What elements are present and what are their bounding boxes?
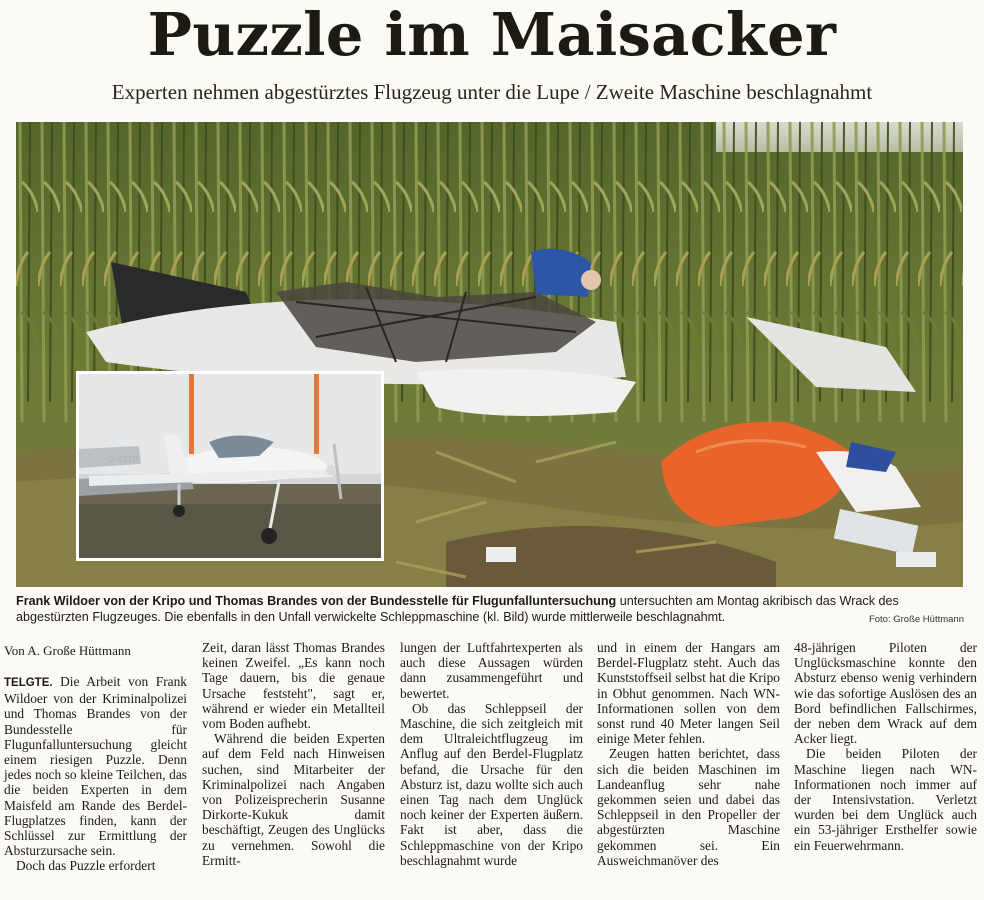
- col4-paragraph-1: und in einem der Hangars am Berdel-Flugplatz steht. Auch das Kunststoffseil selbst hat die Kripo in Obhut genommen. Nach WN-Informationen sollen von dem sonst rund 40 Meter langen Seil einige Meter fehlen.: [597, 640, 780, 747]
- article-column-2: [202, 640, 385, 868]
- col2-paragraph-1: Zeit, daran lässt Thomas Brandes keinen Zweifel. „Es kann noch Tage dauern, bis die genaue Ursache feststeht", sagt er, während er wieder ein Metallteil vom Boden aufhebt.: [202, 640, 385, 732]
- dateline: TELGTE.: [4, 677, 53, 689]
- article-column-5: [794, 640, 977, 853]
- col5-paragraph-1: 48-jährigen Piloten der Unglücksmaschine konnte den Absturz ebenso wenig verhindern wie das sofortige Auslösen des an Bord befindlichen Fallschirmes, der neben dem Wrack auf dem Acker liegt.: [794, 640, 977, 747]
- col2-paragraph-2: Während die beiden Experten auf dem Feld nach Hinweisen suchen, sind Mitarbeiter der Kriminalpolizei nach Angaben von Polizeisprecherin Susanne Dirkorte-Kukuk damit beschäftigt, Zeugen des Unglücks zu vernehmen. Sowohl die Ermitt-: [202, 731, 385, 868]
- photo-credit: Foto: Große Hüttmann: [868, 614, 964, 625]
- col4-paragraph-2: Zeugen hatten berichtet, dass sich die beiden Maschinen im Landeanflug sehr nahe gekommen seien und dabei das Schleppseil in den Propeller der abgestürzten Maschine gekommen sei. Ein Ausweichmanöver des: [597, 746, 780, 868]
- tow-plane-inset-photo: [76, 371, 384, 561]
- caption-bold: Frank Wildoer von der Kripo und Thomas Brandes von der Bundesstelle für Flugunfalluntersuchung: [16, 594, 617, 608]
- col3-paragraph-1: lungen der Luftfahrtexperten als auch diese Aussagen würden dann zusammengeführt und bewertet.: [400, 640, 583, 701]
- article-column-4: [597, 640, 780, 868]
- col1-paragraph-2: Doch das Puzzle erfordert: [16, 858, 156, 874]
- photo-caption: [16, 594, 966, 625]
- caption-text: untersuchten am Montag akribisch das Wrack des abgestürzten Flugzeuges. Die ebenfalls in den Unfall verwickelte Schleppmaschine (kl. Bild) wurde mittlerweile beschlagnahmt.: [16, 594, 899, 624]
- col1-text-1: Die Arbeit von Frank Wildoer von der Kriminalpolizei und Thomas Brandes von der Bundesstelle für Flugunfalluntersuchung gleicht einem riesigen Puzzle. Denn jedes noch so kleine Teilchen, das die beiden Experten in dem Maisfeld am Rande des Berdel-Flugplatzes finden, kann der Schlüssel zur Ermittlung der Absturzursache sein.: [4, 674, 187, 859]
- article-column-3: [400, 640, 583, 868]
- article-column-1: [4, 674, 187, 874]
- headline: Puzzle im Maisacker: [147, 0, 837, 69]
- byline: Von A. Große Hüttmann: [4, 643, 131, 658]
- subheadline: Experten nehmen abgestürztes Flugzeug unter die Lupe / Zweite Maschine beschlagnahmt: [111, 80, 873, 104]
- col1-paragraph-1: [4, 674, 187, 858]
- col3-paragraph-2: Ob das Schleppseil der Maschine, die sich zeitgleich mit dem Ultraleichtflugzeug im Anflug auf den Berdel-Flugplatz befand, die Ursache für den Absturz ist, dazu wollte sich auch einen Tag nach dem Unglück noch keiner der Experten äußern. Fakt ist aber, dass die Schleppmaschine von der Kripo beschlagnahmt wurde: [400, 700, 583, 868]
- col5-paragraph-2: Die beiden Piloten der Maschine liegen nach WN-Informationen noch immer auf der Intensivstation. Verletzt wurden bei dem Unglück auch ein 53-jähriger Ersthelfer sowie ein Feuerwehrmann.: [794, 746, 977, 853]
